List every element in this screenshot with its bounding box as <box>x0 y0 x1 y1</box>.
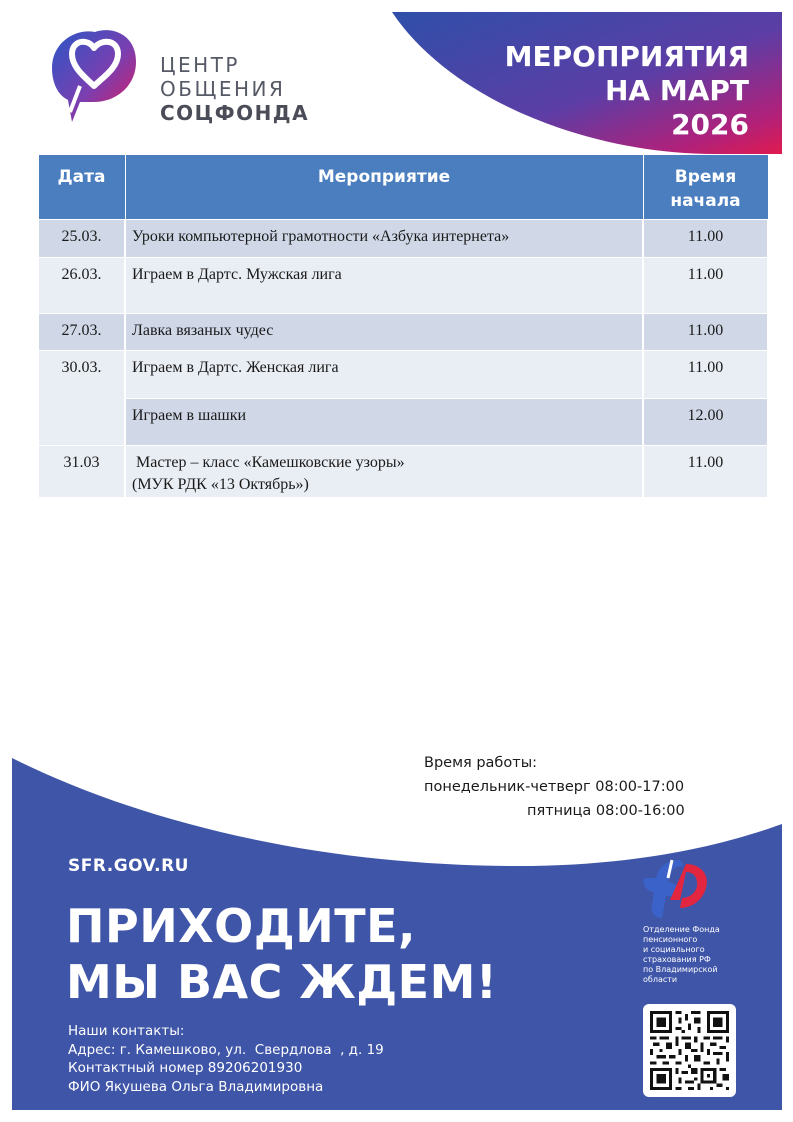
org-line-5: по Владимирской <box>643 965 718 974</box>
table-header-row <box>38 155 768 220</box>
contacts <box>68 1022 384 1096</box>
table-row <box>38 446 768 497</box>
column-header-time <box>643 155 768 220</box>
row-event: Уроки компьютерной грамотности «Азбука интернета» <box>125 220 643 258</box>
row-date: 27.03. <box>38 314 125 351</box>
qr-code-icon <box>643 1004 736 1097</box>
org-line-4: страхования РФ <box>643 955 711 964</box>
column-header-date: Дата <box>38 155 125 220</box>
row-date: 26.03. <box>38 258 125 314</box>
title-line-3: 2026 <box>671 108 749 141</box>
column-header-event: Мероприятие <box>125 155 643 220</box>
table-row <box>38 258 768 314</box>
row-time: 11.00 <box>643 258 768 314</box>
working-hours <box>424 751 685 823</box>
brand-name <box>160 53 309 125</box>
hours-friday: пятница 08:00-16:00 <box>527 803 685 819</box>
call-to-action <box>66 898 497 1010</box>
row-date: 31.03 <box>38 446 125 497</box>
events-table <box>37 154 769 497</box>
table-row <box>38 314 768 351</box>
org-line-3: и социального <box>643 945 705 954</box>
row-time: 11.00 <box>643 351 768 399</box>
contacts-address: Адрес: г. Камешково, ул. Свердлова , д. 19 <box>68 1041 384 1058</box>
org-line-6: области <box>643 975 678 984</box>
title-line-2: НА МАРТ <box>604 74 749 107</box>
cta-line-1: ПРИХОДИТЕ, <box>66 899 417 953</box>
table-row <box>38 220 768 258</box>
brand-line-2: ОБЩЕНИЯ <box>160 77 286 101</box>
table-row <box>38 351 768 399</box>
cta-line-2: МЫ ВАС ЖДЕМ! <box>66 955 498 1009</box>
brand-line-1: ЦЕНТР <box>160 53 240 77</box>
row-event: Играем в Дартс. Мужская лига <box>125 258 643 314</box>
row-event: Лавка вязаных чудес <box>125 314 643 351</box>
row-time: 11.00 <box>643 220 768 258</box>
website-link[interactable]: SFR.GOV.RU <box>68 856 189 876</box>
row-event-line-1: Мастер – класс «Камешковские узоры» <box>132 454 405 471</box>
row-event <box>125 446 643 497</box>
brand-line-3: СОЦФОНДА <box>160 101 310 125</box>
row-time: 12.00 <box>643 399 768 446</box>
hours-label: Время работы: <box>424 755 538 771</box>
page-title <box>505 40 749 142</box>
row-date: 30.03. <box>38 351 125 446</box>
row-time: 11.00 <box>643 314 768 351</box>
hours-weekdays: понедельник-четверг 08:00-17:00 <box>424 779 685 795</box>
contacts-label: Наши контакты: <box>68 1023 185 1039</box>
heart-speech-bubble-icon <box>50 24 140 124</box>
org-line-2: пенсионного <box>643 935 698 944</box>
row-date: 25.03. <box>38 220 125 258</box>
row-event: Играем в шашки <box>125 399 643 446</box>
column-header-time-line-2: начала <box>670 191 741 211</box>
sfr-logo-icon <box>640 856 712 922</box>
column-header-time-line-1: Время <box>674 167 737 187</box>
row-event-line-2: (МУК РДК «13 Октябрь») <box>132 476 309 493</box>
row-time: 11.00 <box>643 446 768 497</box>
table-row <box>38 399 768 446</box>
contacts-person: ФИО Якушева Ольга Владимировна <box>68 1078 324 1095</box>
org-line-1: Отделение Фонда <box>643 925 720 934</box>
title-line-1: МЕРОПРИЯТИЯ <box>504 40 749 73</box>
contacts-phone: Контактный номер 89206201930 <box>68 1060 303 1076</box>
row-event: Играем в Дартс. Женская лига <box>125 351 643 399</box>
sfr-org-name <box>643 925 743 985</box>
